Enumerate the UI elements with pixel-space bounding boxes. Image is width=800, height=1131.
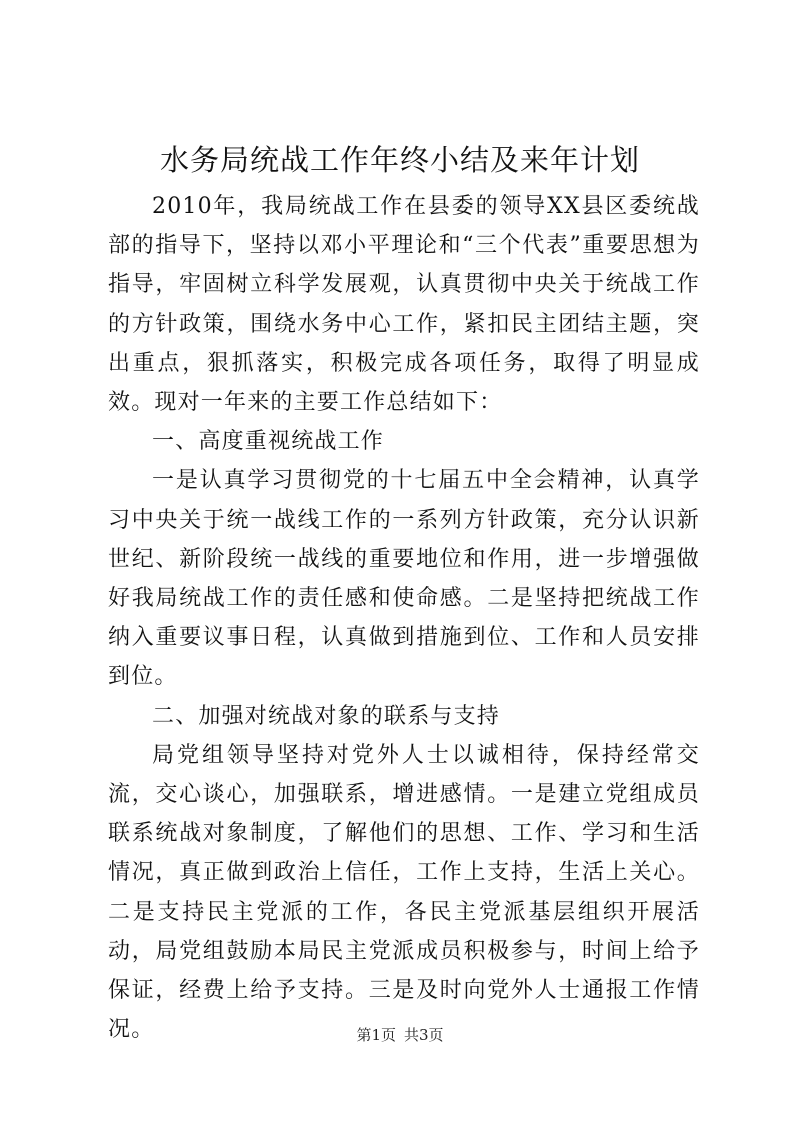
document-title: 水务局统战工作年终小结及来年计划 <box>159 143 640 177</box>
document-body <box>108 187 700 1049</box>
page-footer <box>0 1025 800 1045</box>
page-total: 共3页 <box>404 1026 444 1044</box>
section-heading-2: 二、加强对统战对象的联系与支持 <box>152 703 501 729</box>
section-2-paragraph: 局党组领导坚持对党外人士以诚相待，保持经常交流，交心谈心，加强联系，增进感情。一是建立党组成员联系统战对象制度，了解他们的思想、工作、学习和生活情况，真正做到政治上信任，工作上支持，生活上关心。二是支持民主党派的工作，各民主党派基层组织开展活动，局党组鼓励本局民主党派成员积极参与，时间上给予保证，经费上给予支持。三是及时向党外人士通报工作情况。 <box>108 742 700 1043</box>
section-1-paragraph: 一是认真学习贯彻党的十七届五中全会精神，认真学习中央关于统一战线工作的一系列方针政策，充分认识新世纪、新阶段统一战线的重要地位和作用，进一步增强做好我局统战工作的责任感和使命感。二是坚持把统战工作纳入重要议事日程，认真做到措施到位、工作和人员安排到位。 <box>108 468 700 690</box>
section-heading-1: 一、高度重视统战工作 <box>152 429 385 455</box>
intro-paragraph: 2010年，我局统战工作在县委的领导XX县区委统战部的指导下，坚持以邓小平理论和“三个代表”重要思想为指导，牢固树立科学发展观，认真贯彻中央关于统战工作的方针政策，围绕水务中心工作，紧扣民主团结主题，突出重点，狠抓落实，积极完成各项任务，取得了明显成效。现对一年来的主要工作总结如下： <box>108 194 700 416</box>
page-number: 第1页 <box>356 1026 396 1044</box>
